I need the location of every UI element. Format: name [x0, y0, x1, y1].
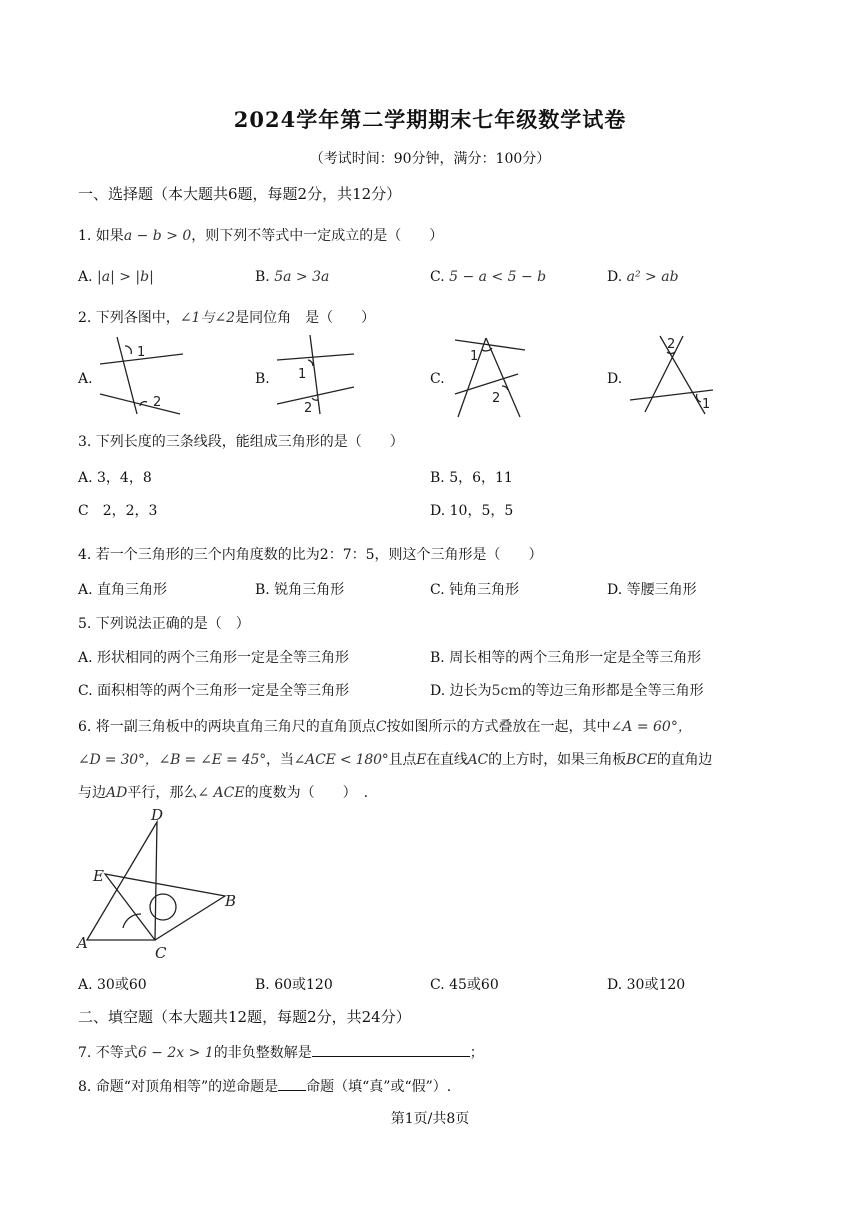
triangle-bce: [105, 874, 225, 940]
question-8: [78, 1076, 451, 1096]
question-6-line-3: [78, 782, 368, 802]
q6-line3-a: 与边: [78, 785, 106, 801]
q6-line3-c: 的度数为（ ） .: [244, 785, 369, 801]
q1-option-a-label: A.: [78, 269, 93, 285]
fig-b-label-2: 2: [304, 401, 313, 416]
fig-a-label-1: 1: [137, 345, 146, 360]
q2-option-a-label[interactable]: A.: [78, 371, 93, 387]
fig-d-label-2: 2: [667, 337, 676, 352]
fig-d-arc-2: [667, 352, 675, 354]
point-B-label: B: [225, 892, 237, 910]
fig-a-transversal: [117, 337, 137, 414]
q1-option-d-label: D.: [607, 269, 623, 285]
point-C-label: C: [155, 944, 167, 962]
fig-d-label-1: 1: [702, 397, 711, 412]
q1-option-a-text: |a| > |b|: [97, 269, 154, 285]
q2-stem-math: ∠1与∠2: [179, 310, 236, 326]
q1-option-c[interactable]: [430, 269, 546, 285]
q2-option-d-label[interactable]: D.: [607, 371, 623, 387]
q6-line1-pre: 6. 将一副三角板中的两块直角三角尺的直角顶点: [78, 719, 376, 735]
q1-option-d-text: a² > ab: [626, 269, 679, 285]
q4-option-a[interactable]: A. 直角三角形: [78, 582, 168, 598]
q7-stem-post: ；: [469, 1045, 484, 1061]
q6-line2-e: 的直角边: [656, 752, 713, 768]
fig-b-label-1: 1: [298, 367, 307, 382]
q6-line2-c: 在直线: [426, 752, 468, 768]
q7-stem-mid: 的非负整数解是: [213, 1045, 312, 1061]
q1-stem-pre: 1. 如果: [78, 228, 124, 244]
q6-option-d[interactable]: D. 30或120: [607, 977, 686, 993]
q2-figure-a: [95, 332, 190, 417]
q6-triangle-figure: [75, 806, 245, 962]
fig-c-label-1: 1: [470, 349, 479, 364]
fig-b-arc-1: [308, 360, 313, 366]
exam-title: 2024学年第二学期期末七年级数学试卷: [233, 107, 627, 132]
q4-option-c[interactable]: C. 钝角三角形: [430, 582, 520, 598]
q6-line2-E: E: [416, 752, 427, 768]
q1-option-b[interactable]: [255, 269, 329, 285]
point-D-label: D: [151, 806, 164, 824]
q6-line3-ACE: ∠ ACE: [197, 785, 245, 801]
fig-b-line-top: [277, 354, 354, 360]
q3-option-c[interactable]: C 2，2，3: [78, 503, 158, 519]
question-4: 4. 若一个三角形的三个内角度数的比为2：7：5，则这个三角形是（ ）: [78, 547, 543, 563]
fig-d-line-bottom: [630, 390, 713, 400]
q5-option-d[interactable]: [430, 680, 704, 700]
question-2: [78, 307, 375, 327]
fig-b-line-bottom: [277, 387, 354, 404]
q7-stem-math: 6 − 2x > 1: [137, 1045, 214, 1061]
fig-b-arc-2: [312, 398, 318, 400]
exam-subtitle: （考试时间：90分钟，满分：100分）: [309, 151, 551, 167]
q1-option-b-text: 5a > 3a: [274, 269, 330, 285]
point-E-label: E: [93, 867, 104, 885]
q8-stem-post: 命题（填“真”或“假”）.: [306, 1079, 452, 1095]
q3-option-a[interactable]: A. 3，4，8: [78, 470, 152, 486]
q2-figure-c: [450, 332, 540, 420]
q1-option-c-text: 5 − a < 5 − b: [449, 269, 547, 285]
point-A-label: A: [77, 934, 88, 952]
right-angle-arc: [123, 914, 141, 928]
q5-option-c[interactable]: C. 面积相等的两个三角形一定是全等三角形: [78, 683, 350, 699]
q6-line1-mid: 按如图所示的方式叠放在一起，其中: [386, 719, 611, 735]
q6-line3-b: 平行，那么: [127, 785, 198, 801]
fig-d-side-left: [645, 336, 683, 412]
q6-option-c[interactable]: C. 45或60: [430, 977, 499, 993]
q1-option-b-label: B.: [255, 269, 270, 285]
q8-answer-blank[interactable]: [278, 1076, 306, 1091]
q7-answer-blank[interactable]: [312, 1042, 470, 1057]
q4-option-b[interactable]: B. 锐角三角形: [255, 582, 345, 598]
q6-line2-a: ，当: [266, 752, 294, 768]
q4-option-d[interactable]: D. 等腰三角形: [607, 582, 697, 598]
q7-stem-pre: 7. 不等式: [78, 1045, 138, 1061]
q3-option-b[interactable]: B. 5，6，11: [430, 470, 513, 486]
fig-c-label-2: 2: [492, 391, 501, 406]
q6-option-b[interactable]: B. 60或120: [255, 977, 333, 993]
q2-option-c-label[interactable]: C.: [430, 371, 445, 387]
q5-option-d-pre: D. 边长为: [430, 683, 492, 699]
q5-option-d-math: 5cm: [491, 683, 522, 699]
question-5: 5. 下列说法正确的是（ ）: [78, 616, 250, 632]
q1-stem-math: a − b > 0: [123, 228, 192, 244]
question-6-line-1: [78, 716, 692, 736]
fig-a-arc-1: [125, 346, 131, 354]
q5-option-a[interactable]: A. 形状相同的两个三角形一定是全等三角形: [78, 650, 350, 666]
q6-line2-math2: ∠ACE < 180°: [293, 752, 389, 768]
q2-stem-post: 是同位角 是（ ）: [235, 310, 376, 326]
q2-figure-b: [272, 332, 362, 417]
question-1: [78, 225, 443, 245]
q6-line3-AD: AD: [106, 785, 128, 801]
q2-figure-d: [625, 332, 720, 417]
q6-line1-C: C: [375, 719, 387, 735]
q3-option-d[interactable]: D. 10，5，5: [430, 503, 514, 519]
triangle-hole: [150, 894, 176, 920]
section-heading-choice: 一、选择题（本大题共6题，每题2分，共12分）: [78, 185, 402, 203]
q5-option-d-post: 的等边三角形都是全等三角形: [521, 683, 704, 699]
question-7: [78, 1042, 484, 1062]
q1-option-a[interactable]: [78, 269, 154, 285]
q8-stem-pre: 8. 命题“对顶角相等”的逆命题是: [78, 1079, 279, 1095]
q6-line2-d: 的上方时，如果三角板: [488, 752, 627, 768]
question-6-line-2: [78, 749, 712, 769]
question-3: 3. 下列长度的三条线段，能组成三角形的是（ ）: [78, 434, 404, 450]
q6-line2-BCE: BCE: [626, 752, 657, 768]
q1-stem-post: ，则下列不等式中一定成立的是（ ）: [191, 228, 444, 244]
q6-line1-math: ∠A = 60°，: [610, 719, 692, 735]
q6-line2-AC: AC: [467, 752, 489, 768]
section-heading-fill: 二、填空题（本大题共12题，每题2分，共24分）: [78, 1008, 411, 1026]
q1-option-d[interactable]: [607, 269, 679, 285]
q5-option-b[interactable]: B. 周长相等的两个三角形一定是全等三角形: [430, 650, 702, 666]
q1-option-c-label: C.: [430, 269, 445, 285]
q2-option-b-label[interactable]: B.: [255, 371, 270, 387]
page-number: 第1页/共8页: [390, 1111, 470, 1127]
fig-a-label-2: 2: [153, 395, 162, 410]
q2-stem-pre: 2. 下列各图中，: [78, 310, 180, 326]
q6-line2-math1: ∠D = 30°，∠B = ∠E = 45°: [78, 752, 267, 768]
q6-line2-b: 且点: [388, 752, 417, 768]
q6-option-a[interactable]: A. 30或60: [78, 977, 147, 993]
